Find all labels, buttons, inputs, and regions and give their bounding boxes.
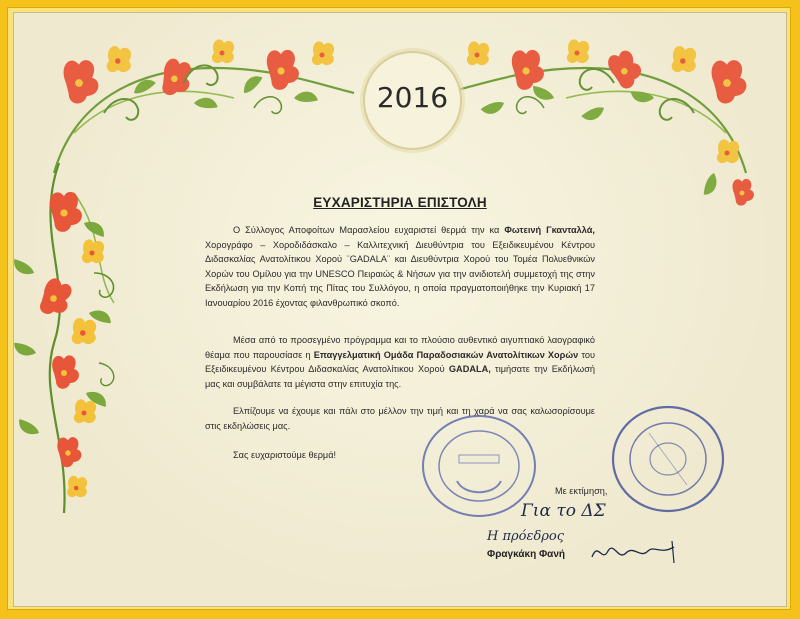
year-label: 2016: [376, 81, 449, 114]
recipient-name: Φωτεινή Γκανταλλά,: [504, 225, 595, 235]
p2-text-e: τιμήσατε την Εκδήλωσή μας και συμβάλατε τα μέγιστα στην επιτυχία της.: [205, 364, 596, 389]
official-stamp: [609, 403, 727, 515]
paragraph-1: [205, 223, 595, 310]
paragraph-3: Ελπίζουμε να έχουμε και πάλι στο μέλλον την τιμή και τη χαρά να σας καλωσορίσουμε στις εκδηλώσεις μας.: [205, 406, 595, 431]
signer-name: Φραγκάκη Φανή: [487, 549, 565, 560]
school-name: GADALA,: [448, 364, 491, 374]
p1-text-a: Ο Σύλλογος Αποφοίτων Μαρασλείου ευχαριστεί θερμά την κα: [233, 225, 505, 235]
p1-text-c: Χορογράφο – Χοροδιδάσκαλο – Καλλιτεχνική Διευθύντρια του Εξειδικευμένου Κέντρου Διδασκαλίας Ανατολίτικου Χορού ¨GADALA¨ και Διευθύντρια Χορού του Τομέα Πολυεθνικών Χορών του Ομίλου για την UNESCO Πειραιώς & Νήσων για την ανιδιοτελή συμμετοχή της στην Εκδήλωση για την Κοπή της Πίτας του Συλλόγου, η οποία πραγματοποιήθηκε την Κυριακή 17 Ιανουαρίου 2016 έχοντας φιλανθρωπικό σκοπό.: [205, 239, 595, 308]
p2-text-a: Μέσα από το προσεγμένο πρόγραμμα και το πλούσιο αυθεντικό αιγυπτιακό λαογραφικό θέαμα που παρουσίασε η: [205, 335, 595, 360]
paragraph-4: Σας ευχαριστούμε θερμά!: [233, 450, 337, 460]
certificate-paper: [13, 12, 787, 607]
troupe-name: Επαγγελματική Ομάδα Παραδοσιακών Ανατολίτικων Χορών: [313, 349, 579, 360]
closing-text: Με εκτίμηση,: [555, 486, 608, 496]
signature: [588, 537, 678, 567]
year-medallion: [363, 51, 462, 150]
letter-title: ΕΥΧΑΡΙΣΤΗΡΙΑ ΕΠΙΣΤΟΛΗ: [313, 195, 487, 210]
handwritten-for-board: Για το ΔΣ: [521, 501, 606, 521]
paragraph-2: [205, 333, 595, 391]
p2-text-c: του Εξειδικευμένου Κέντρου Διδασκαλίας Ανατολίτικου Χορού: [205, 349, 595, 374]
handwritten-role: Η πρόεδρος: [487, 529, 565, 544]
